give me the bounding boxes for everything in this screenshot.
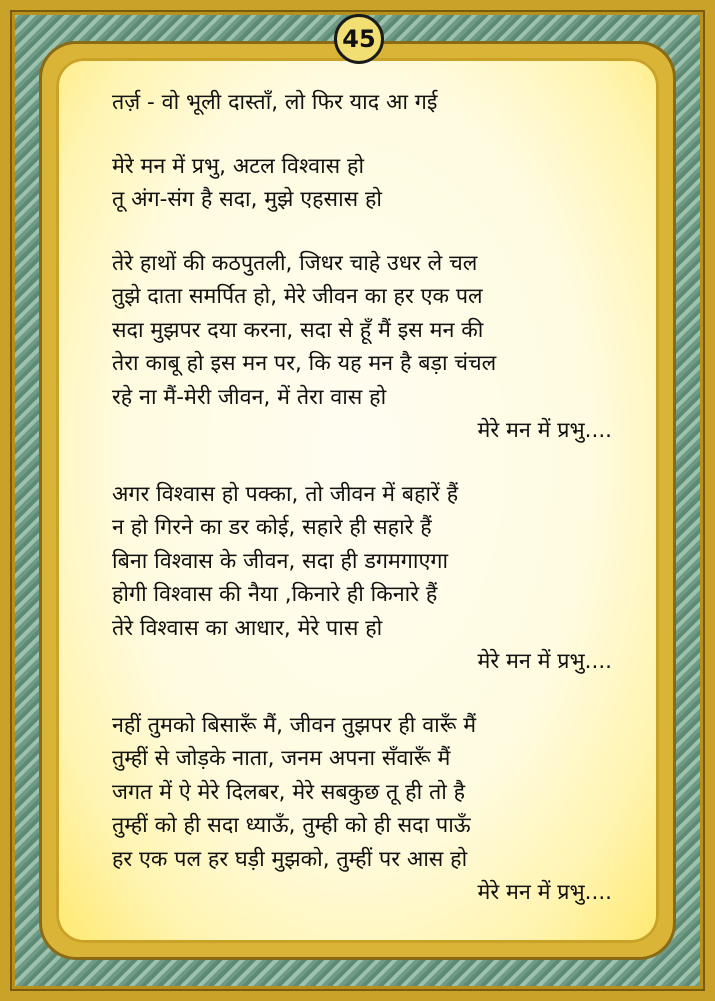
verse1-line-2: तुझे दाता समर्पित हो, मेरे जीवन का हर एक पल <box>112 284 483 309</box>
verse2-line-4: होगी विश्वास की नैया ,किनारे ही किनारे हैं <box>112 582 438 607</box>
verse3-line-3: जगत में ऐ मेरे दिलबर, मेरे सबकुछ तू ही तो है <box>112 779 466 805</box>
verse1-line-4: तेरा काबू हो इस मन पर, कि यह मन है बड़ा चंचल <box>112 351 497 376</box>
verse3-line-5: हर एक पल हर घड़ी मुझको, तुम्हीं पर आस हो <box>112 846 468 872</box>
verse2-line-5: तेरे विश्वास का आधार, मेरे पास हो <box>112 615 383 641</box>
verse2-line-1: अगर विश्वास हो पक्का, तो जीवन में बहारें हैं <box>112 481 459 507</box>
opening-line-2: तू अंग-संग है सदा, मुझे एहसास हो <box>112 187 382 212</box>
refrain-2: मेरे मन में प्रभु.... <box>477 649 612 674</box>
page-number-badge: 45 <box>334 14 384 64</box>
tune-line: तर्ज़ - वो भूली दास्ताँ, लो फिर याद आ गई <box>112 90 438 115</box>
opening-line-1: मेरे मन में प्रभु, अटल विश्वास हो <box>112 153 365 179</box>
verse1-line-3: सदा मुझपर दया करना, सदा से हूँ मैं इस मन की <box>112 317 484 343</box>
bhajan-text <box>112 86 612 910</box>
verse1-line-5: रहे ना मैं-मेरी जीवन, में तेरा वास हो <box>112 384 387 410</box>
refrain-1: मेरे मन में प्रभु.... <box>477 418 612 443</box>
refrain-3: मेरे मन में प्रभु.... <box>477 880 612 905</box>
verse3-line-1: नहीं तुमको बिसारूँ मैं, जीवन तुझपर ही वारूँ मैं <box>112 712 477 738</box>
verse2-line-2: न हो गिरने का डर कोई, सहारे ही सहारे हैं <box>112 515 432 540</box>
verse1-line-1: तेरे हाथों की कठपुतली, जिधर चाहे उधर ले चल <box>112 250 478 276</box>
verse2-line-3: बिना विश्वास के जीवन, सदा ही डगमगाएगा <box>112 548 449 574</box>
verse3-line-4: तुम्हीं को ही सदा ध्याऊँ, तुम्ही को ही सदा पाऊँ <box>112 813 471 838</box>
verse3-line-2: तुम्हीं से जोड़के नाता, जनम अपना सँवारूँ मैं <box>112 746 451 771</box>
